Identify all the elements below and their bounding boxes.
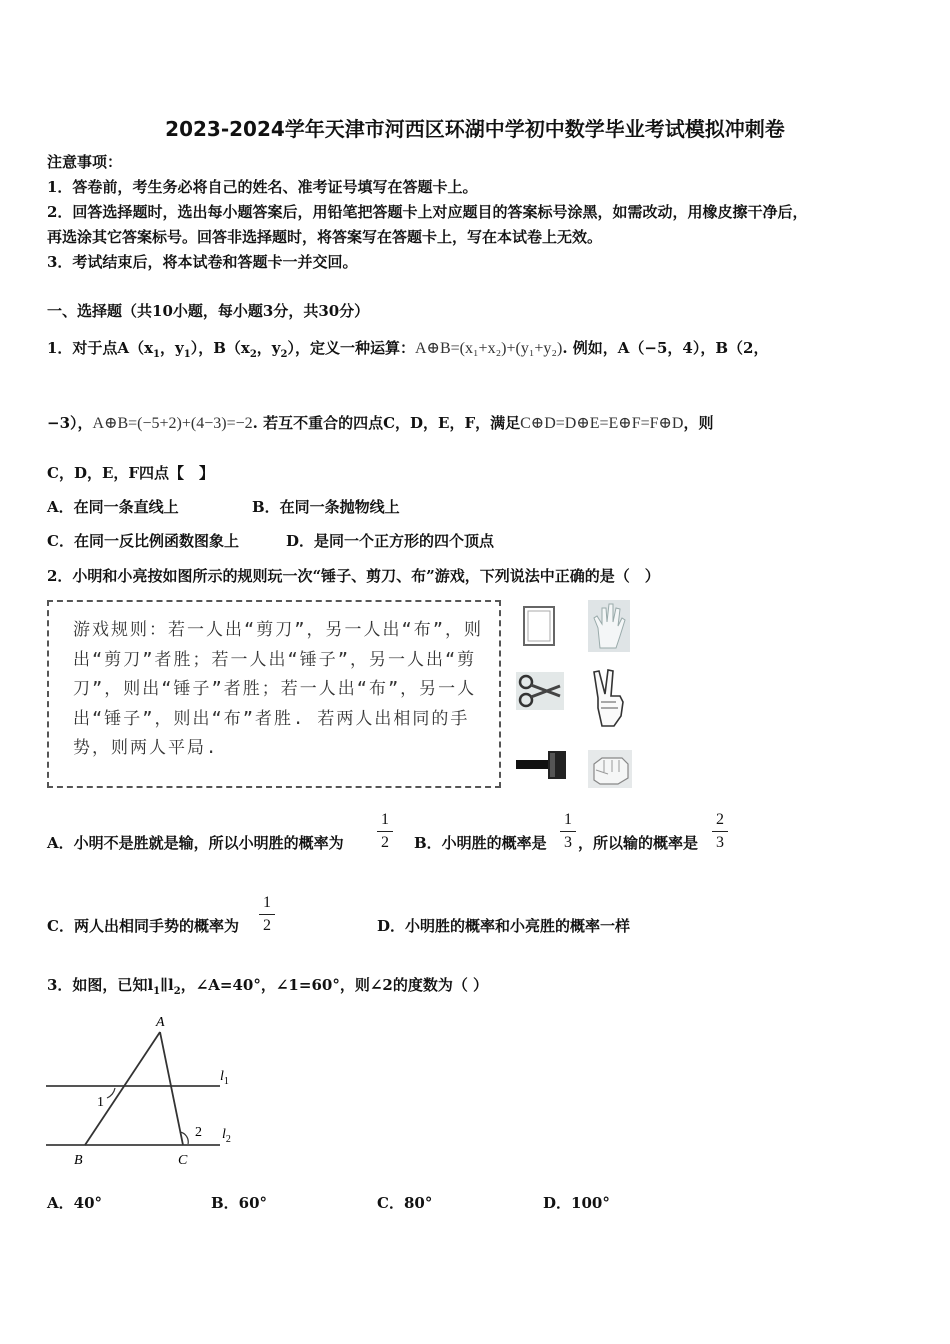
q2-option-d: D．小明胜的概率和小亮胜的概率一样: [377, 917, 631, 935]
q2-option-a-fraction: 1 2: [374, 811, 396, 852]
angle-2-label: 2: [195, 1125, 202, 1140]
vertex-b-label: B: [74, 1153, 83, 1168]
q2-option-c: C．两人出相同手势的概率为: [47, 917, 239, 935]
notice-item-2: 2．回答选择题时，选出每小题答案后，用铅笔把答题卡上对应题目的答案标号涂黑，如需改动，用橡皮擦干净后，: [47, 203, 808, 221]
notice-item-2-cont: 再选涂其它答案标号。回答非选择题时，将答案写在答题卡上，写在本试卷上无效。: [47, 228, 603, 246]
page-title: 2023-2024学年天津市河西区环湖中学初中数学毕业考试模拟冲刺卷: [165, 117, 785, 141]
q1-formula-example: A⊕B=(−5+2)+(4−3)=−2: [92, 415, 253, 432]
q3-stem: 3．如图，已知$l_1\parallel l_2$，∠A=40°，∠1=60°，则∠2的度数为（ ）: [47, 976, 489, 997]
notice-heading: 注意事项：: [47, 153, 123, 171]
line-l2-label: $l_2$: [222, 1127, 231, 1145]
angle-1-label: 1: [97, 1095, 104, 1110]
q2-stem: 2．小明和小亮按如图所示的规则玩一次“锤子、剪刀、布”游戏，下列说法中正确的是（ ）: [47, 567, 660, 585]
notice-item-1: 1．答卷前，考生务必将自己的姓名、准考证号填写在答题卡上。: [47, 178, 478, 196]
q3-option-b: B．60°: [211, 1194, 268, 1212]
q2-option-b-text2: ，所以输的概率是: [578, 834, 699, 852]
q1-option-a: A．在同一条直线上: [47, 498, 179, 516]
q2-option-a: A．小明不是胜就是输，所以小明胜的概率为: [47, 834, 344, 852]
notice-item-3: 3．考试结束后，将本试卷和答题卡一并交回。: [47, 253, 358, 271]
open-hand-icon: [588, 600, 630, 652]
q1-option-c: C．在同一反比例函数图象上: [47, 532, 239, 550]
segment-ac: [160, 1032, 183, 1145]
game-rules-text: 游戏规则：若一人出“剪刀”，另一人出“布”，则出“剪刀”者胜；若一人出“锤子”，另一人出“剪刀”，则出“锤子”者胜；若一人出“布”，另一人出“锤子”，则出“布”者胜. 若两人出相同的手势，则两人平局.: [73, 620, 483, 758]
fist-icon: [588, 750, 632, 788]
section-heading: 一、选择题（共10小题，每小题3分，共30分）: [47, 302, 370, 320]
q1-option-d: D．是同一个正方形的四个顶点: [286, 532, 495, 550]
q1-option-b: B．在同一条抛物线上: [252, 498, 400, 516]
q3-option-c: C．80°: [377, 1194, 433, 1212]
paper-card-icon: [518, 604, 562, 648]
q2-option-b-fraction2: 2 3: [709, 811, 731, 852]
parallel-lines-figure: [40, 1010, 250, 1170]
vertex-a-label: A: [156, 1015, 165, 1030]
hammer-icon: [514, 746, 570, 786]
q1-formula-condition: C⊕D=D⊕E=E⊕F=F⊕D: [520, 415, 684, 432]
q1-line1: 1．对于点$A(x_1$，$y_1$），$B(x_2$，$y_2$），定义一种运算：A⊕B=(x₁+x₂)+(y₁+y₂). 例如，A（−5，4），B（2，: [47, 339, 769, 360]
q1-line3: C，D，E，F四点【 】: [47, 464, 215, 482]
q1-line2: −3），A⊕B=(−5+2)+(4−3)=−2. 若互不重合的四点C，D，E，F，满足C⊕D=D⊕E=E⊕F=F⊕D，则: [47, 414, 714, 432]
scissors-icon: [516, 672, 564, 710]
vertex-c-label: C: [178, 1153, 188, 1168]
q2-option-c-fraction: 1 2: [256, 894, 278, 935]
q3-option-d: D．100°: [543, 1194, 610, 1212]
q2-option-b-text1: B．小明胜的概率是: [414, 834, 547, 852]
angle-1-arc: [107, 1088, 115, 1098]
game-rules-box: [47, 600, 501, 788]
q3-option-a: A．40°: [47, 1194, 103, 1212]
line-l1-label: $l_1$: [220, 1069, 229, 1087]
q1-formula-definition: A⊕B=(x₁+x₂)+(y₁+y₂): [414, 340, 563, 357]
q2-option-b-fraction1: 1 3: [557, 811, 579, 852]
victory-hand-icon: [590, 668, 630, 730]
segment-ab: [85, 1032, 160, 1145]
